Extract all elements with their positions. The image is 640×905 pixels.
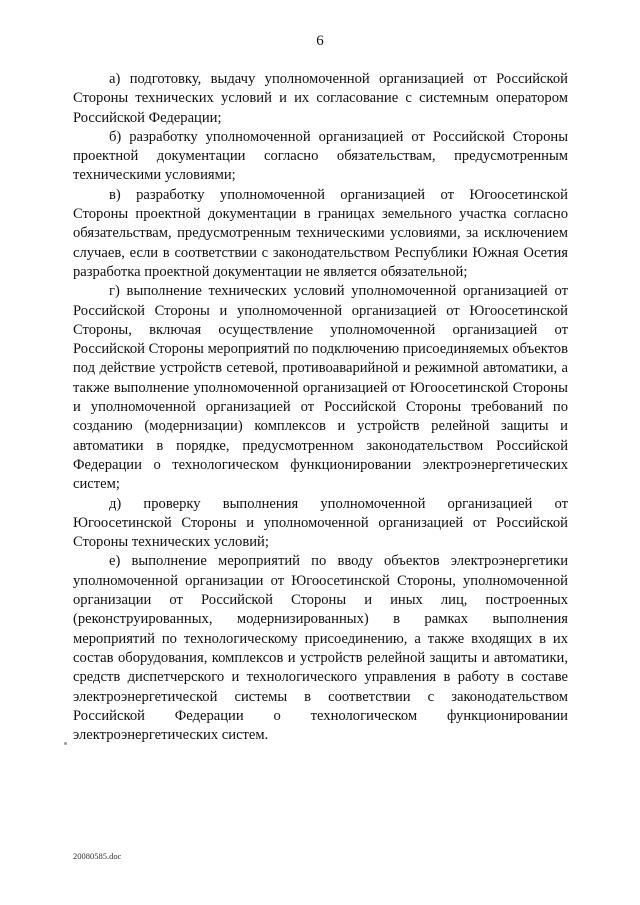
paragraph-g: г) выполнение технических условий уполномоченной организацией от Российской Стороны и уполномоченной организацией от Югоосетинской Стороны, включая осуществление уполномоченной организацией от Российской Стороны мероприятий по подключению присоединяемых объектов под действие устройств сетевой, противоаварийной и режимной автоматики, а также выполнение уполномоченной организацией от Югоосетинской Стороны и уполномоченной организацией от Российской Стороны требований по созданию (модернизации) комплексов и устройств релейной защиты и автоматики в порядке, предусмотренном законодательством Российской Федерации о технологическом функционировании электроэнергетических систем; [73,283,568,493]
paragraph-b: б) разработку уполномоченной организацией от Российской Стороны проектной документации согласно обязательствам, предусмотренным техническими условиями; [73,128,568,184]
paragraph-v: в) разработку уполномоченной организацией от Югоосетинской Стороны проектной документации в границах земельного участка согласно обязательствам, предусмотренным техническими условиями, за исключением случаев, если в соответствии с законодательством Республики Южная Осетия разработка проектной документации не является обязательной; [73,186,568,280]
paragraph-e: е) выполнение мероприятий по вводу объектов электроэнергетики уполномоченной организации от Югоосетинской Стороны, уполномоченной организации от Российской Стороны и иных лиц, построенных (реконструированных, модернизированных) в рамках выполнения мероприятий по технологическому присоединению, а также входящих в их состав оборудования, комплексов и устройств релейной защиты и автоматики, средств диспетчерского и технологического управления в работу в составе электроэнергетической системы в соответствии с законодательством Российской Федерации о технологическом функционировании электроэнергетических систем. [73,553,568,744]
document-body [73,70,568,745]
paragraph-a: а) подготовку, выдачу уполномоченной организацией от Российской Стороны технических условий и их согласование с системным оператором Российской Федерации; [73,71,568,126]
paragraph-d: д) проверку выполнения уполномоченной организацией от Югоосетинской Стороны и уполномоченной организацией от Российской Стороны технических условий; [73,495,568,551]
margin-dot [64,742,67,745]
footer-filename: 20080585.doc [73,851,122,861]
page-number: 6 [316,33,324,49]
